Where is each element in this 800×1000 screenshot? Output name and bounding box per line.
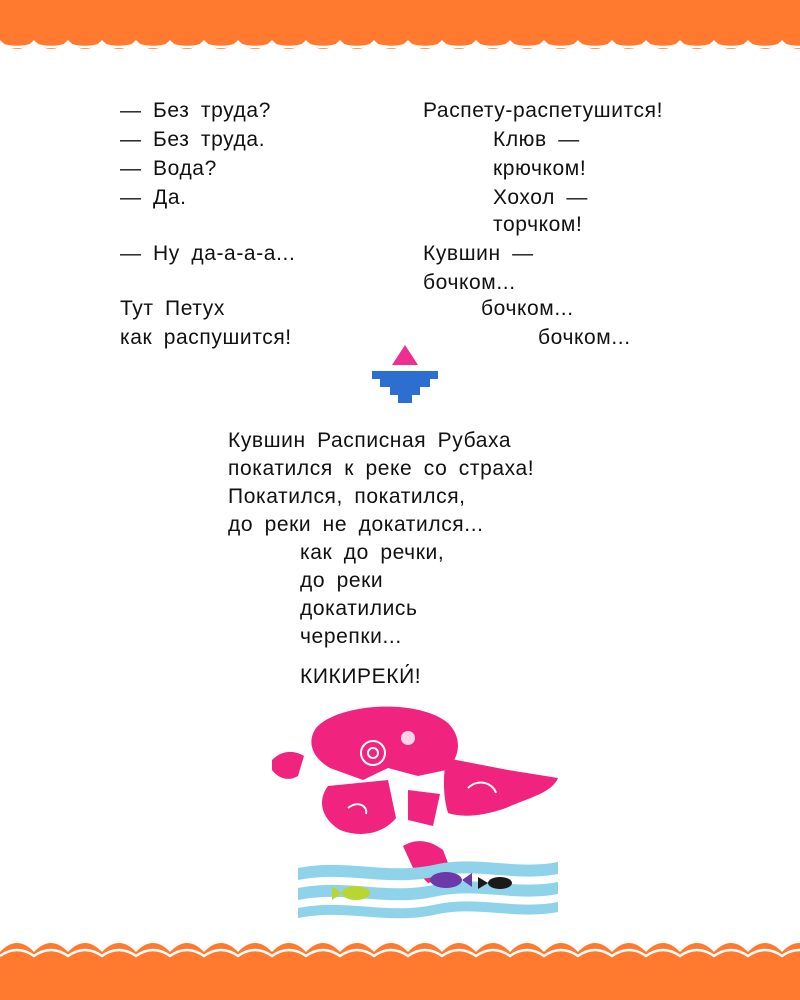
stanza-line-7: докатились (300, 597, 418, 620)
stanza-line-8: черепки... (300, 625, 402, 648)
left-line-2: — Без труда. (120, 128, 266, 151)
stanza-line-4: до реки не докатился... (228, 513, 484, 536)
broken-jug-waves-fish-illustration (268, 698, 568, 930)
left-line-5: — Ну да-а-а-а... (120, 242, 296, 265)
stanza-line-3: Покатился, покатился, (228, 485, 466, 508)
exclamation-kikireki: КИКИРЕКИ́! (300, 665, 422, 688)
bottom-decorative-band (0, 930, 800, 1000)
right-line-2: Клюв — (493, 128, 580, 151)
left-line-4: — Да. (120, 186, 187, 209)
right-line-6: Кувшин — (423, 242, 534, 265)
right-line-9: бочком... (538, 326, 631, 349)
right-line-5: торчком! (493, 213, 583, 236)
right-line-4: Хохол — (493, 186, 588, 209)
stanza-line-2: покатился к реке со страха! (228, 457, 535, 480)
left-line-6: Тут Петух (120, 297, 225, 320)
stanza-line-5: как до речки, (300, 541, 445, 564)
stanza-line-6: до реки (300, 569, 384, 592)
top-decorative-band (0, 0, 800, 60)
left-line-3: — Вода? (120, 157, 217, 180)
right-line-7: бочком... (423, 271, 516, 294)
right-line-8: бочком... (481, 297, 574, 320)
stanza-line-1: Кувшин Расписная Рубаха (228, 429, 512, 452)
left-line-1: — Без труда? (120, 99, 271, 122)
left-line-7: как распушится! (120, 326, 292, 349)
right-line-1: Распету-распетушится! (423, 99, 664, 122)
pink-triangle-blue-stepped-ornament-icon (370, 343, 440, 405)
right-line-3: крючком! (493, 157, 587, 180)
